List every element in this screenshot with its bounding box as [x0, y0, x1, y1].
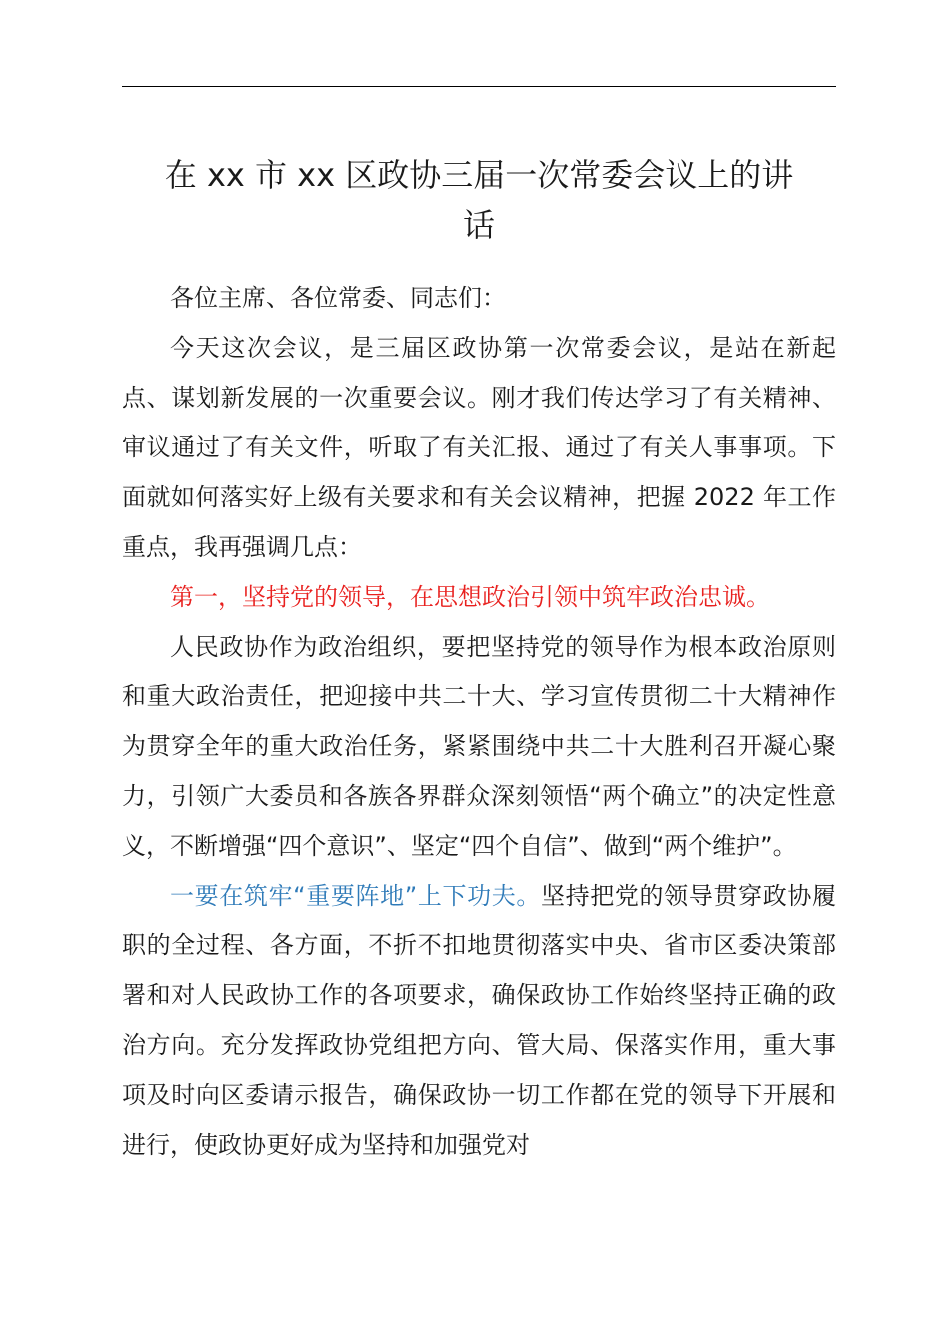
header-rule	[122, 86, 836, 87]
subheading-1: 一要在筑牢“重要阵地”上下功夫。	[170, 881, 542, 910]
document-title	[122, 150, 836, 250]
paragraph-important-position-text: 坚持把党的领导贯穿政协履职的全过程、各方面，不折不扣地贯彻落实中央、省市区委决策部署和对人民政协工作的各项要求，确保政协工作始终坚持正确的政治方向。充分发挥政协党组把方向、管大局、保落实作用，重大事项及时向区委请示报告，确保政协一切工作都在党的领导下开展和进行，使政协更好成为坚持和加强党对	[122, 881, 836, 1159]
title-line-1: 在 xx 市 xx 区政协三届一次常委会议上的讲	[164, 156, 794, 194]
paragraph-party-leadership: 人民政协作为政治组织，要把坚持党的领导作为根本政治原则和重大政治责任，把迎接中共二十大、学习宣传贯彻二十大精神作为贯穿全年的重大政治任务，紧紧围绕中共二十大胜利召开凝心聚力，引领广大委员和各族各界群众深刻领悟“两个确立”的决定性意义，不断增强“四个意识”、坚定“四个自信”、做到“两个维护”。	[122, 632, 836, 860]
title-line-2: 话	[462, 206, 495, 244]
section-heading-1: 第一，坚持党的领导，在思想政治引领中筑牢政治忠诚。	[170, 582, 770, 611]
paragraph-important-position	[122, 872, 836, 1171]
salutation: 各位主席、各位常委、同志们：	[170, 284, 506, 312]
paragraph-intro: 今天这次会议，是三届区政协第一次常委会议，是站在新起点、谋划新发展的一次重要会议。刚才我们传达学习了有关精神、审议通过了有关文件，听取了有关汇报、通过了有关人事事项。下面就如何落实好上级有关要求和有关会议精神，把握 2022 年工作重点，我再强调几点：	[122, 333, 836, 561]
document-body	[122, 274, 836, 1170]
